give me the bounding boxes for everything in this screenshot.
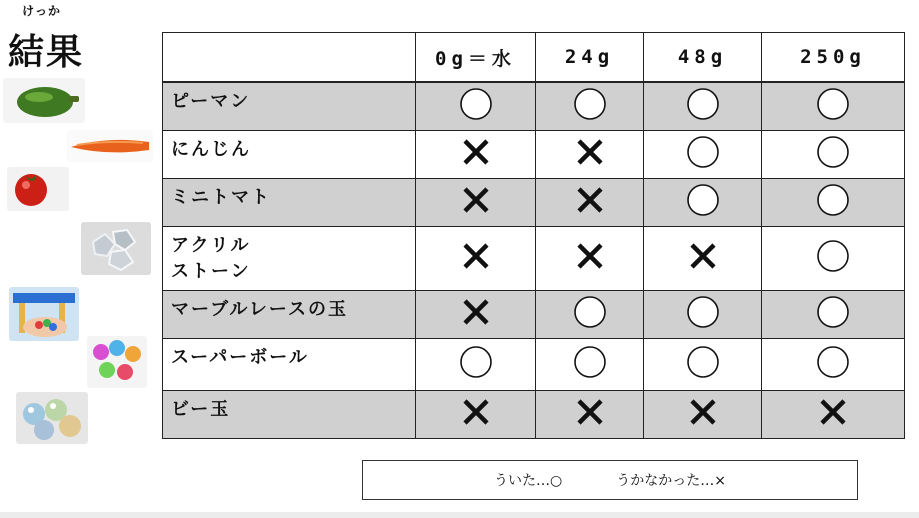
result-cell — [536, 226, 644, 290]
cross-mark-icon — [686, 239, 720, 273]
result-cell — [536, 82, 644, 130]
cross-mark-icon — [459, 183, 493, 217]
result-cell — [644, 226, 762, 290]
result-cell — [762, 226, 905, 290]
column-header: 0g＝水 — [416, 33, 536, 83]
cross-mark-icon — [573, 395, 607, 429]
row-label: マーブルレースの玉 — [163, 290, 416, 338]
cross-mark-icon — [459, 239, 493, 273]
column-header: 250g — [762, 33, 905, 83]
circle-mark-icon — [459, 87, 493, 121]
result-cell — [644, 178, 762, 226]
table-row — [163, 178, 905, 226]
table-row — [163, 338, 905, 390]
result-cell — [762, 130, 905, 178]
row-label: スーパーボール — [163, 338, 416, 390]
cross-mark-icon — [573, 135, 607, 169]
table-row — [163, 130, 905, 178]
circle-mark-icon — [573, 345, 607, 379]
column-header: 24g — [536, 33, 644, 83]
circle-mark-icon — [686, 345, 720, 379]
result-cell — [644, 82, 762, 130]
table-row — [163, 82, 905, 130]
row-label: ミニトマト — [163, 178, 416, 226]
row-label: ビー玉 — [163, 390, 416, 438]
circle-mark-icon — [686, 183, 720, 217]
result-cell — [644, 390, 762, 438]
legend-box — [362, 460, 858, 500]
table-row — [163, 290, 905, 338]
carrot-photo — [67, 130, 153, 162]
green-pepper-photo — [3, 78, 85, 123]
result-cell — [644, 338, 762, 390]
row-label: ピーマン — [163, 82, 416, 130]
result-cell — [762, 290, 905, 338]
circle-mark-icon — [816, 345, 850, 379]
result-cell — [416, 226, 536, 290]
corner-cell — [163, 33, 416, 83]
cherry-tomato-photo — [7, 167, 69, 211]
result-cell — [416, 290, 536, 338]
result-cell — [536, 338, 644, 390]
result-cell — [536, 130, 644, 178]
super-ball-photo — [87, 336, 147, 388]
circle-mark-icon — [816, 239, 850, 273]
acrylic-stone-photo — [81, 222, 151, 275]
result-cell — [762, 338, 905, 390]
result-cell — [536, 390, 644, 438]
cross-mark-icon — [573, 239, 607, 273]
glass-marble-photo — [16, 392, 88, 444]
result-cell — [762, 82, 905, 130]
circle-mark-icon — [686, 135, 720, 169]
cross-mark-icon — [459, 295, 493, 329]
result-cell — [762, 178, 905, 226]
circle-mark-icon — [459, 345, 493, 379]
result-cell — [536, 178, 644, 226]
table-row — [163, 226, 905, 290]
cross-mark-icon — [459, 135, 493, 169]
cross-mark-icon — [459, 395, 493, 429]
circle-mark-icon — [573, 295, 607, 329]
row-label: にんじん — [163, 130, 416, 178]
circle-mark-icon — [686, 87, 720, 121]
result-cell — [644, 130, 762, 178]
cross-mark-icon — [816, 395, 850, 429]
result-cell — [416, 390, 536, 438]
circle-mark-icon — [816, 183, 850, 217]
table-row — [163, 390, 905, 438]
result-cell — [416, 130, 536, 178]
page-title: 結果 — [8, 32, 85, 73]
column-header: 48g — [644, 33, 762, 83]
legend-float: ういた…○ — [494, 473, 563, 489]
circle-mark-icon — [816, 135, 850, 169]
circle-mark-icon — [686, 295, 720, 329]
result-cell — [536, 290, 644, 338]
marble-run-photo — [9, 287, 79, 341]
circle-mark-icon — [816, 295, 850, 329]
result-cell — [644, 290, 762, 338]
result-cell — [416, 82, 536, 130]
legend-sink: うかなかった…× — [616, 473, 726, 489]
circle-mark-icon — [816, 87, 850, 121]
result-cell — [416, 338, 536, 390]
cross-mark-icon — [686, 395, 720, 429]
result-cell — [762, 390, 905, 438]
row-label: アクリル ストーン — [163, 226, 416, 290]
circle-mark-icon — [573, 87, 607, 121]
title-ruby: けっか — [22, 4, 62, 18]
results-table — [162, 32, 905, 439]
header-row — [163, 33, 905, 83]
footer-bar — [0, 512, 919, 518]
result-cell — [416, 178, 536, 226]
cross-mark-icon — [573, 183, 607, 217]
